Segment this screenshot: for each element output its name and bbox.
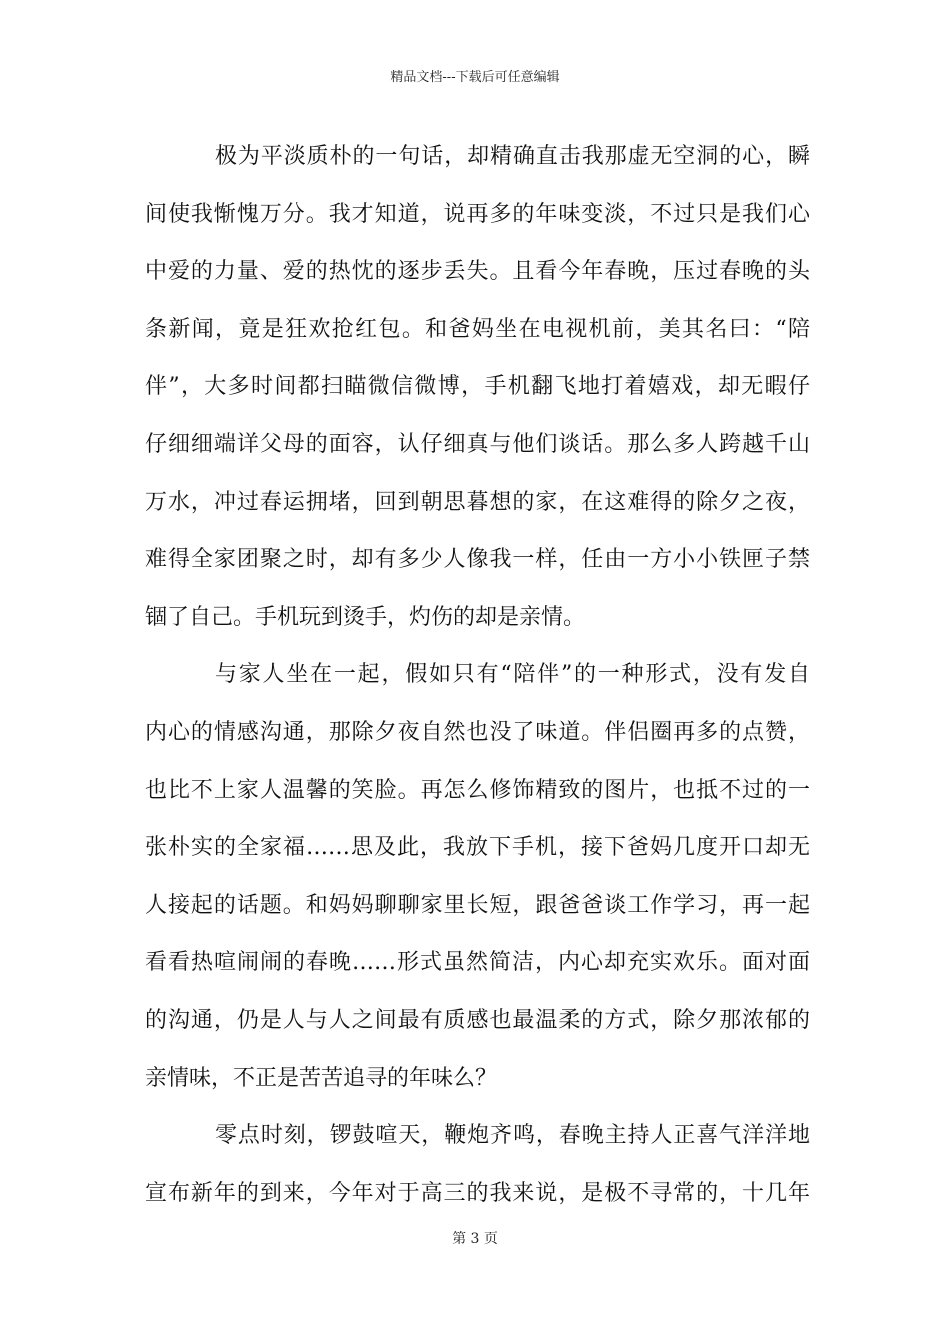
text-line: 万水，冲过春运拥堵，回到朝思暮想的家，在这难得的除夕之夜，	[145, 489, 810, 515]
paragraph-1	[145, 128, 810, 646]
text-line: 零点时刻，锣鼓喧天，鞭炮齐鸣，春晚主持人正喜气洋洋地	[215, 1123, 810, 1149]
text-line: 的沟通，仍是人与人之间最有质感也最温柔的方式，除夕那浓郁的	[145, 1007, 810, 1033]
text-line: 人接起的话题。和妈妈聊聊家里长短，跟爸爸谈工作学习，再一起	[145, 892, 810, 918]
text-line: 也比不上家人温馨的笑脸。再怎么修饰精致的图片，也抵不过的一	[145, 777, 810, 803]
text-line: 中爱的力量、爱的热忱的逐步丢失。且看今年春晚，压过春晚的头	[145, 259, 810, 285]
document-body	[145, 128, 810, 1222]
text-line: 张朴实的全家福……思及此，我放下手机，接下爸妈几度开口却无	[145, 835, 810, 861]
text-line: 间使我惭愧万分。我才知道，说再多的年味变淡，不过只是我们心	[145, 201, 810, 227]
text-line: 伴”，大多时间都扫瞄微信微博，手机翻飞地打着嬉戏，却无暇仔	[145, 374, 810, 400]
text-line: 宣布新年的到来，今年对于高三的我来说，是极不寻常的，十几年	[145, 1180, 810, 1206]
page-number: 第 3 页	[452, 1231, 498, 1247]
text-line: 极为平淡质朴的一句话，却精确直击我那虚无空洞的心，瞬	[215, 144, 810, 169]
text-line: 亲情味，不正是苦苦追寻的年味么？	[145, 1065, 498, 1091]
text-line: 锢了自己。手机玩到烫手，灼伤的却是亲情。	[145, 604, 586, 630]
text-line: 仔细细端详父母的面容，认仔细真与他们谈话。那么多人跨越千山	[145, 431, 810, 457]
text-line: 与家人坐在一起，假如只有“陪伴”的一种形式，没有发自	[215, 662, 810, 688]
text-line: 条新闻，竟是狂欢抢红包。和爸妈坐在电视机前，美其名曰：“陪	[145, 316, 810, 342]
page-header: 精品文档---下载后可任意编辑	[390, 70, 560, 85]
text-line: 内心的情感沟通，那除夕夜自然也没了味道。伴侣圈再多的点赞，	[145, 719, 810, 745]
text-line: 难得全家团聚之时，却有多少人像我一样，任由一方小小铁匣子禁	[145, 547, 810, 573]
paragraph-2	[145, 646, 810, 1107]
paragraph-3	[145, 1107, 810, 1222]
text-line: 看看热喧闹闹的春晚……形式虽然简洁，内心却充实欢乐。面对面	[145, 950, 810, 976]
